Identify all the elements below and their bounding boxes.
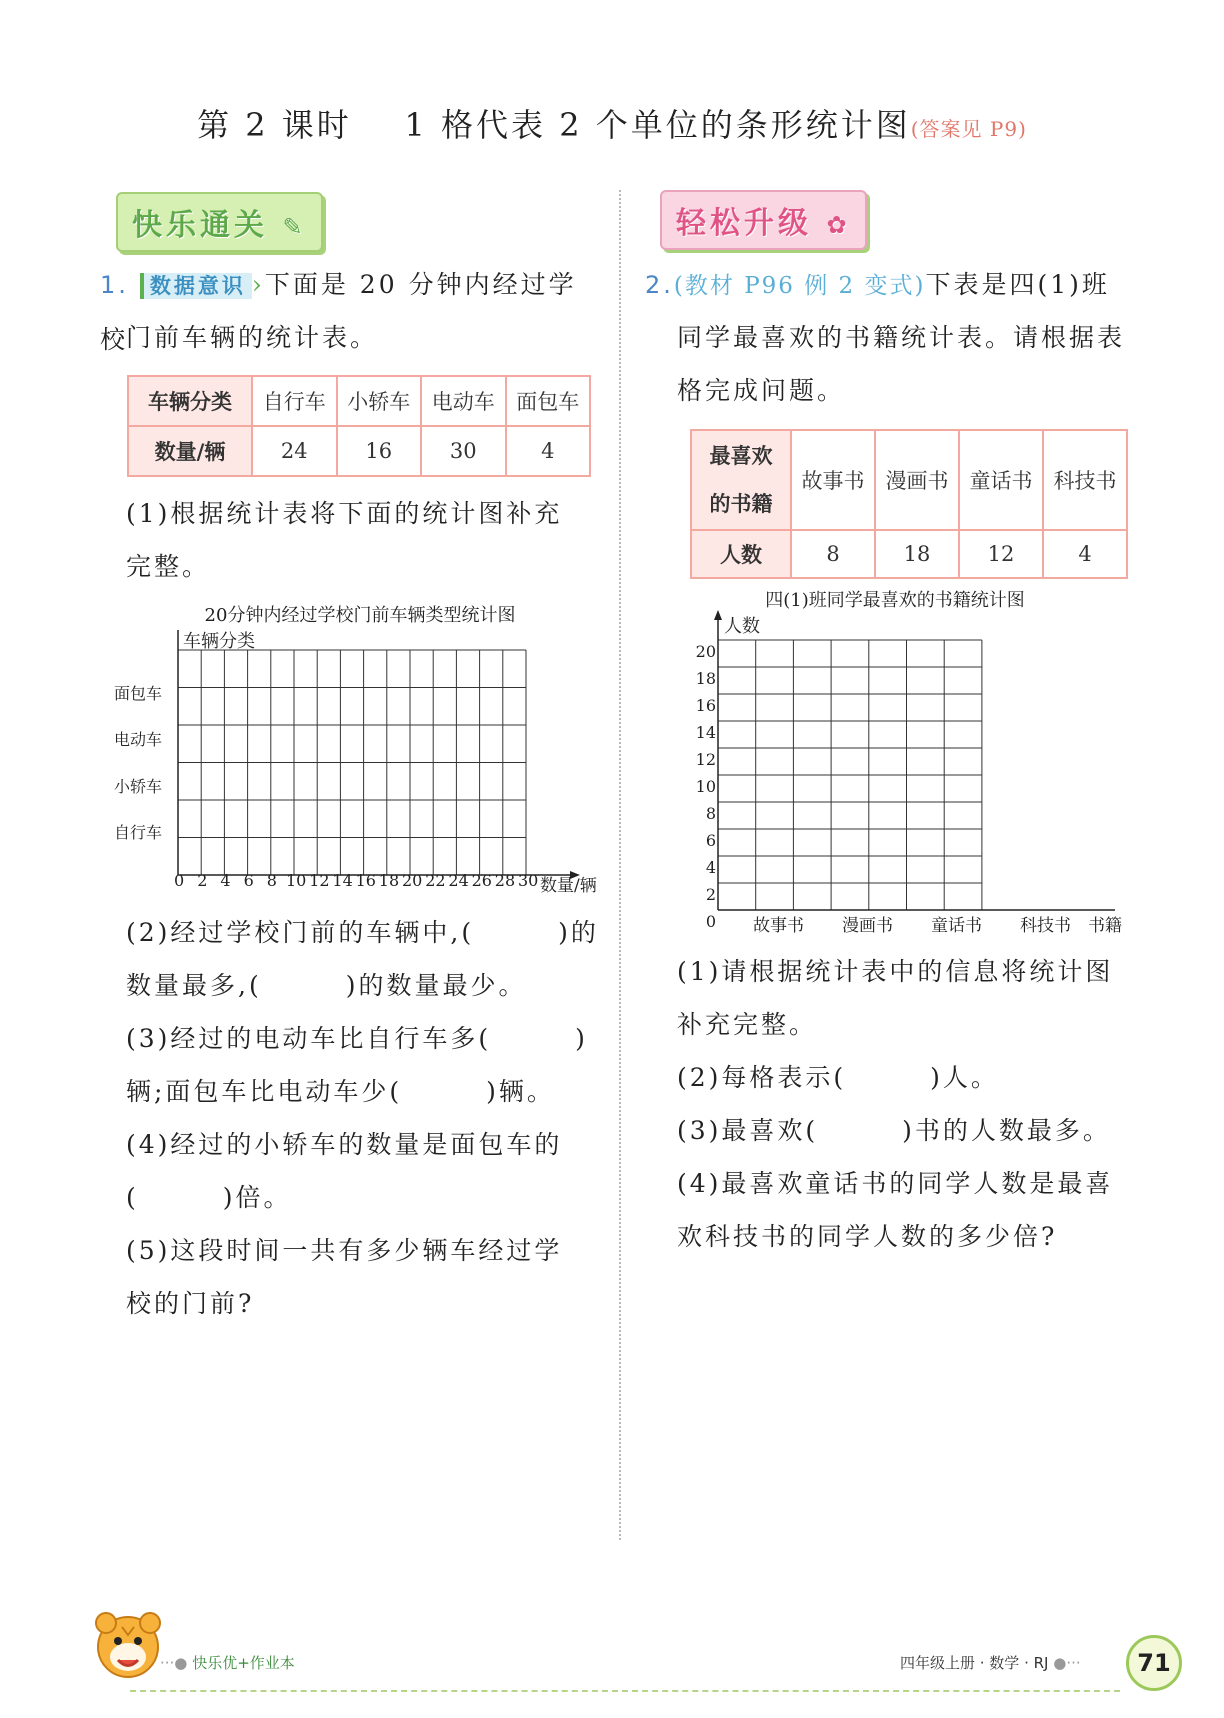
table-cell: 16 (337, 426, 422, 476)
table-cell: 4 (506, 426, 591, 476)
chart1-category-label: 小轿车 (114, 777, 163, 796)
page-number: 71 (1126, 1635, 1182, 1691)
lesson-label: 第 2 课时 (197, 106, 352, 144)
chart2-y-axis-label: 人数 (724, 616, 760, 637)
table-header: 漫画书 (875, 430, 959, 530)
table-header-line: 的书籍 (709, 492, 773, 516)
chart2-title: 四(1)班同学最喜欢的书籍统计图 (765, 590, 1025, 611)
q1-part3-line1: (3)经过的电动车比自行车多( ) (126, 1024, 588, 1053)
table-header-corner (691, 430, 791, 530)
chart1-title: 20分钟内经过学校门前车辆类型统计图 (204, 605, 516, 626)
q1-part2-line1: (2)经过学校门前的车辆中,( )的 (126, 918, 599, 947)
chart2-y-tick: 18 (695, 669, 716, 688)
q1-intro-line1: 下面是 20 分钟内经过学校 (100, 270, 577, 354)
question-number: 1. (100, 271, 129, 299)
question-number: 2. (645, 271, 674, 299)
chart1-x-tick: 28 (494, 871, 516, 890)
table-header: 电动车 (421, 376, 506, 426)
table-cell: 24 (252, 426, 337, 476)
table-header: 面包车 (506, 376, 591, 426)
chart1-x-tick: 12 (309, 871, 330, 890)
table-cell: 18 (875, 530, 959, 578)
q2-intro-line3: 格完成问题。 (677, 376, 846, 405)
palette-icon: ✿ (826, 211, 851, 239)
table-cell: 12 (959, 530, 1043, 578)
chart1-category-label: 电动车 (114, 730, 163, 749)
q2-part4-line2: 欢科技书的同学人数的多少倍? (677, 1222, 1058, 1251)
table-header: 科技书 (1043, 430, 1127, 530)
chart1-x-tick: 24 (448, 871, 469, 890)
skill-tag: 数据意识 (140, 273, 252, 299)
table-header: 车辆分类 (128, 376, 252, 426)
section-badge-kuaile (116, 192, 323, 252)
q2-intro-line1: 下表是四(1)班 (925, 270, 1110, 299)
chart1-x-tick: 16 (355, 871, 376, 890)
table-header-line: 最喜欢 (709, 444, 773, 468)
q1-intro-line2: 门前车辆的统计表。 (126, 323, 379, 352)
chart2-y-tick: 0 (705, 912, 716, 931)
q1-part2-line2: 数量最多,( )的数量最少。 (126, 971, 527, 1000)
footer-dashed-line (130, 1690, 1120, 1692)
q1-part4-line2: ( )倍。 (126, 1183, 292, 1212)
footer-brand: ···● 快乐优+作业本 (160, 1654, 295, 1672)
chart2-x-category: 故事书 (753, 916, 804, 936)
chart2-x-categories (718, 911, 1138, 935)
chart1-x-tick: 30 (518, 871, 539, 890)
table-row-label: 数量/辆 (128, 426, 252, 476)
q2-part1-line2: 补充完整。 (677, 1010, 818, 1039)
q1-part5-line2: 校的门前? (126, 1289, 255, 1318)
q2-part4-line1: (4)最喜欢童话书的同学人数是最喜 (677, 1169, 1114, 1198)
chart1-x-tick: 2 (197, 871, 208, 890)
page-title (0, 100, 1224, 146)
chart1-grid (178, 650, 526, 875)
table-cell: 8 (791, 530, 875, 578)
q2-intro (645, 258, 1205, 313)
q2-part3: (3)最喜欢( )书的人数最多。 (677, 1116, 1111, 1145)
chart1-plot (170, 630, 600, 880)
chart1-x-tick: 4 (220, 871, 231, 890)
lesson-title: 1 格代表 2 个单位的条形统计图 (404, 106, 911, 144)
chart1-x-tick: 26 (471, 871, 492, 890)
table-header: 故事书 (791, 430, 875, 530)
chart2-y-tick: 16 (695, 696, 716, 715)
section-badge-label: 轻松升级 (676, 206, 812, 241)
chart1-x-axis-label: 数量/辆 (540, 876, 597, 896)
chart2-y-tick: 14 (695, 723, 716, 742)
footer-book-info: 四年级上册 · 数学 · RJ ●··· (900, 1654, 1081, 1672)
table-header: 童话书 (959, 430, 1043, 530)
chart2-y-tick: 12 (695, 750, 716, 769)
tiger-mascot-icon (88, 1605, 168, 1685)
chart2-y-arrow (714, 610, 722, 620)
footer-brand-text: 快乐优+作业本 (192, 1654, 295, 1672)
chart1-category-label: 自行车 (114, 823, 163, 842)
chart1-category-label: 面包车 (114, 684, 163, 703)
q1-part5-line1: (5)这段时间一共有多少辆车经过学 (126, 1236, 563, 1265)
chart2-x-category: 童话书 (931, 916, 982, 936)
chart2-x-category: 科技书 (1020, 916, 1071, 936)
q1-part1-line2: 完整。 (126, 552, 211, 581)
section-badge-label: 快乐通关 (132, 208, 268, 243)
chart2-y-tick: 6 (705, 831, 716, 850)
column-divider (619, 190, 621, 1540)
chart2-y-tick: 8 (705, 804, 716, 823)
table-row-label: 人数 (691, 530, 791, 578)
chart2-y-tick: 2 (705, 885, 716, 904)
pencil-icon: ✎ (282, 213, 307, 241)
q1-part1-line1: (1)根据统计表将下面的统计图补充 (126, 499, 563, 528)
vehicle-stat-table (127, 375, 591, 477)
chart1-x-tick: 10 (286, 871, 307, 890)
chart2-y-tick: 10 (695, 777, 716, 796)
chart2-y-tick: 4 (705, 858, 716, 877)
chart1-x-tick: 22 (425, 871, 446, 890)
chart2-plot (700, 608, 1120, 918)
table-header: 自行车 (252, 376, 337, 426)
q2-part1-line1: (1)请根据统计表中的信息将统计图 (677, 957, 1114, 986)
chart1-x-tick: 20 (402, 871, 423, 890)
chart2-y-tick: 20 (695, 642, 716, 661)
answer-note: (答案见 P9) (910, 117, 1027, 141)
table-cell: 4 (1043, 530, 1127, 578)
table-header: 小轿车 (337, 376, 422, 426)
q1-intro: 1. 数据意识 ›下面是 20 分钟内经过学校 (100, 270, 577, 354)
q1-part3-line2: 辆;面包车比电动车少( )辆。 (126, 1077, 555, 1106)
source-note: (教材 P96 例 2 变式) (673, 273, 926, 299)
section-badge-qingsong (660, 190, 867, 250)
table-cell: 30 (421, 426, 506, 476)
chart1-x-tick: 6 (243, 871, 254, 890)
chart1-x-tick: 18 (378, 871, 400, 890)
chart1-x-tick: 8 (266, 871, 277, 890)
footer-book-info-text: 四年级上册 · 数学 · RJ (900, 1654, 1049, 1672)
chart1-y-axis-label: 车辆分类 (183, 631, 255, 652)
chart2-grid (718, 640, 982, 910)
q2-intro-line2: 同学最喜欢的书籍统计表。请根据表 (677, 323, 1126, 352)
q1-part4-line1: (4)经过的小轿车的数量是面包车的 (126, 1130, 563, 1159)
book-stat-table (690, 429, 1128, 579)
q2-part2: (2)每格表示( )人。 (677, 1063, 999, 1092)
chart1-x-tick: 0 (174, 871, 185, 890)
chart2-x-axis-label: 书籍 (1088, 916, 1122, 936)
chart1-x-tick: 14 (332, 871, 353, 890)
chart2-x-category: 漫画书 (842, 916, 893, 936)
